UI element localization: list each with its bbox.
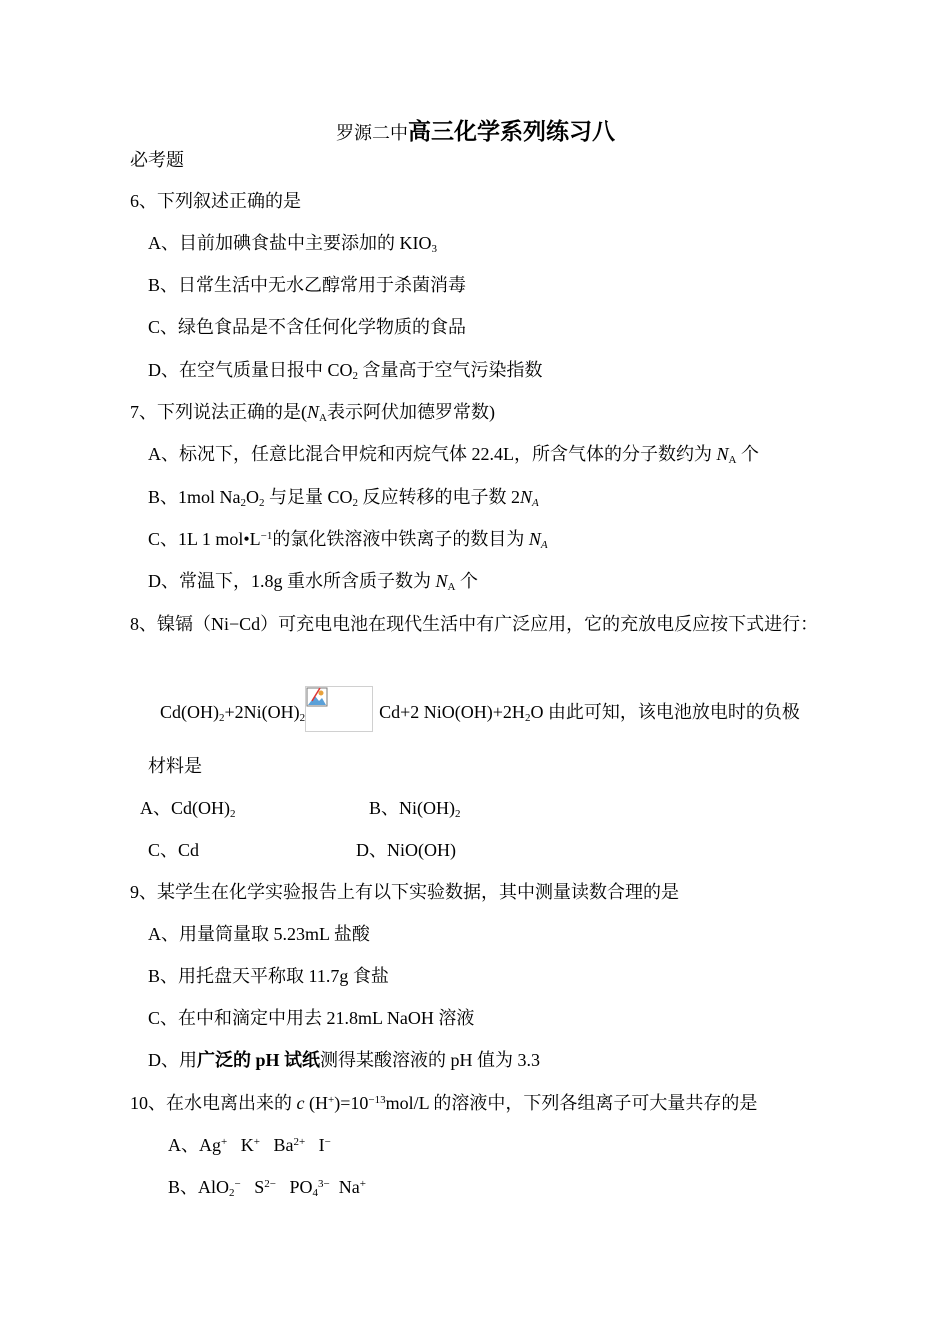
q6-option-c: C、绿色食品是不含任何化学物质的食品 (148, 317, 467, 337)
q8-option-c: C、Cd (148, 840, 200, 860)
reaction-arrow-image (305, 686, 373, 732)
q10-option-a: A、Ag+ K+ $Ba^{2+}$ I− (168, 1135, 331, 1155)
q10-stem: 10、在水电离出来的 c $(H^+)=10^{-13}mol/L$ 的溶液中，下列各组离子可大量共存的是 (130, 1093, 758, 1113)
q9-stem: 9、某学生在化学实验报告上有以下实验数据，其中测量读数合理的是 (130, 882, 679, 902)
q6-option-d: D、在空气质量日报中 $CO_2$ 含量高于空气污染指数 (148, 360, 543, 382)
q9-option-c: C、在中和滴定中用去 21.8mL NaOH 溶液 (148, 1008, 475, 1028)
q6-option-b: B、日常生活中无水乙醇常用于杀菌消毒 (148, 275, 467, 295)
title-text: 高三化学系列练习八 (408, 119, 615, 144)
q8-stem-continued: 材料是 (148, 756, 202, 776)
q7-option-d: D、常温下，1.8g 重水所含质子数为 $N_A$ 个 (148, 571, 478, 593)
q7-option-a: A、标况下，任意比混合甲烷和丙烷气体 22.4L，所含气体的分子数约为 $N_A$ 个 (148, 444, 759, 466)
q10-option-b: B、AlO$_2$− $S^{2-}$ $PO_4^{3-}$ Na+ (168, 1177, 366, 1199)
q8-equation: $Cd(OH)_2+2Ni(OH)_2$ Cd+2 $NiO(OH)+2H_2O$ 由此可知，该电池放电时的负极 (160, 686, 800, 732)
q6-stem: 6、下列叙述正确的是 (130, 191, 301, 211)
q6-option-a: A、目前加碘食盐中主要添加的 $KIO_3$ (148, 233, 437, 255)
q9-option-a: A、用量筒量取 5.23mL 盐酸 (148, 924, 370, 944)
q8-option-d: D、NiO(OH) (356, 840, 456, 860)
broken-image-icon (306, 687, 330, 709)
q7-option-c: C、1L 1 $mol•L^{-1}$的氯化铁溶液中铁离子的数目为 $N_A$ (148, 529, 548, 551)
q7-option-b: B、1mol $Na_2O_2$ 与足量 $CO_2$ 反应转移的电子数 $2N_A$ (148, 487, 539, 509)
section-label: 必考题 (130, 150, 184, 170)
q8-stem: 8、镍镉（Ni−Cd）可充电电池在现代生活中有广泛应用，它的充放电反应按下式进行： (130, 614, 819, 634)
page-title (336, 120, 615, 145)
q9-option-b: B、用托盘天平称取 11.7g 食盐 (148, 966, 389, 986)
q8-option-b: B、$Ni(OH)_2$ (369, 798, 461, 820)
q8-option-a: A、$Cd(OH)_2$ (140, 798, 236, 820)
school-name: 罗源二中 (336, 123, 408, 143)
q7-stem: 7、下列说法正确的是($N_A$表示阿伏加德罗常数) (130, 402, 495, 424)
q9-option-d: D、用广泛的 pH 试纸测得某酸溶液的 pH 值为 3.3 (148, 1050, 541, 1070)
